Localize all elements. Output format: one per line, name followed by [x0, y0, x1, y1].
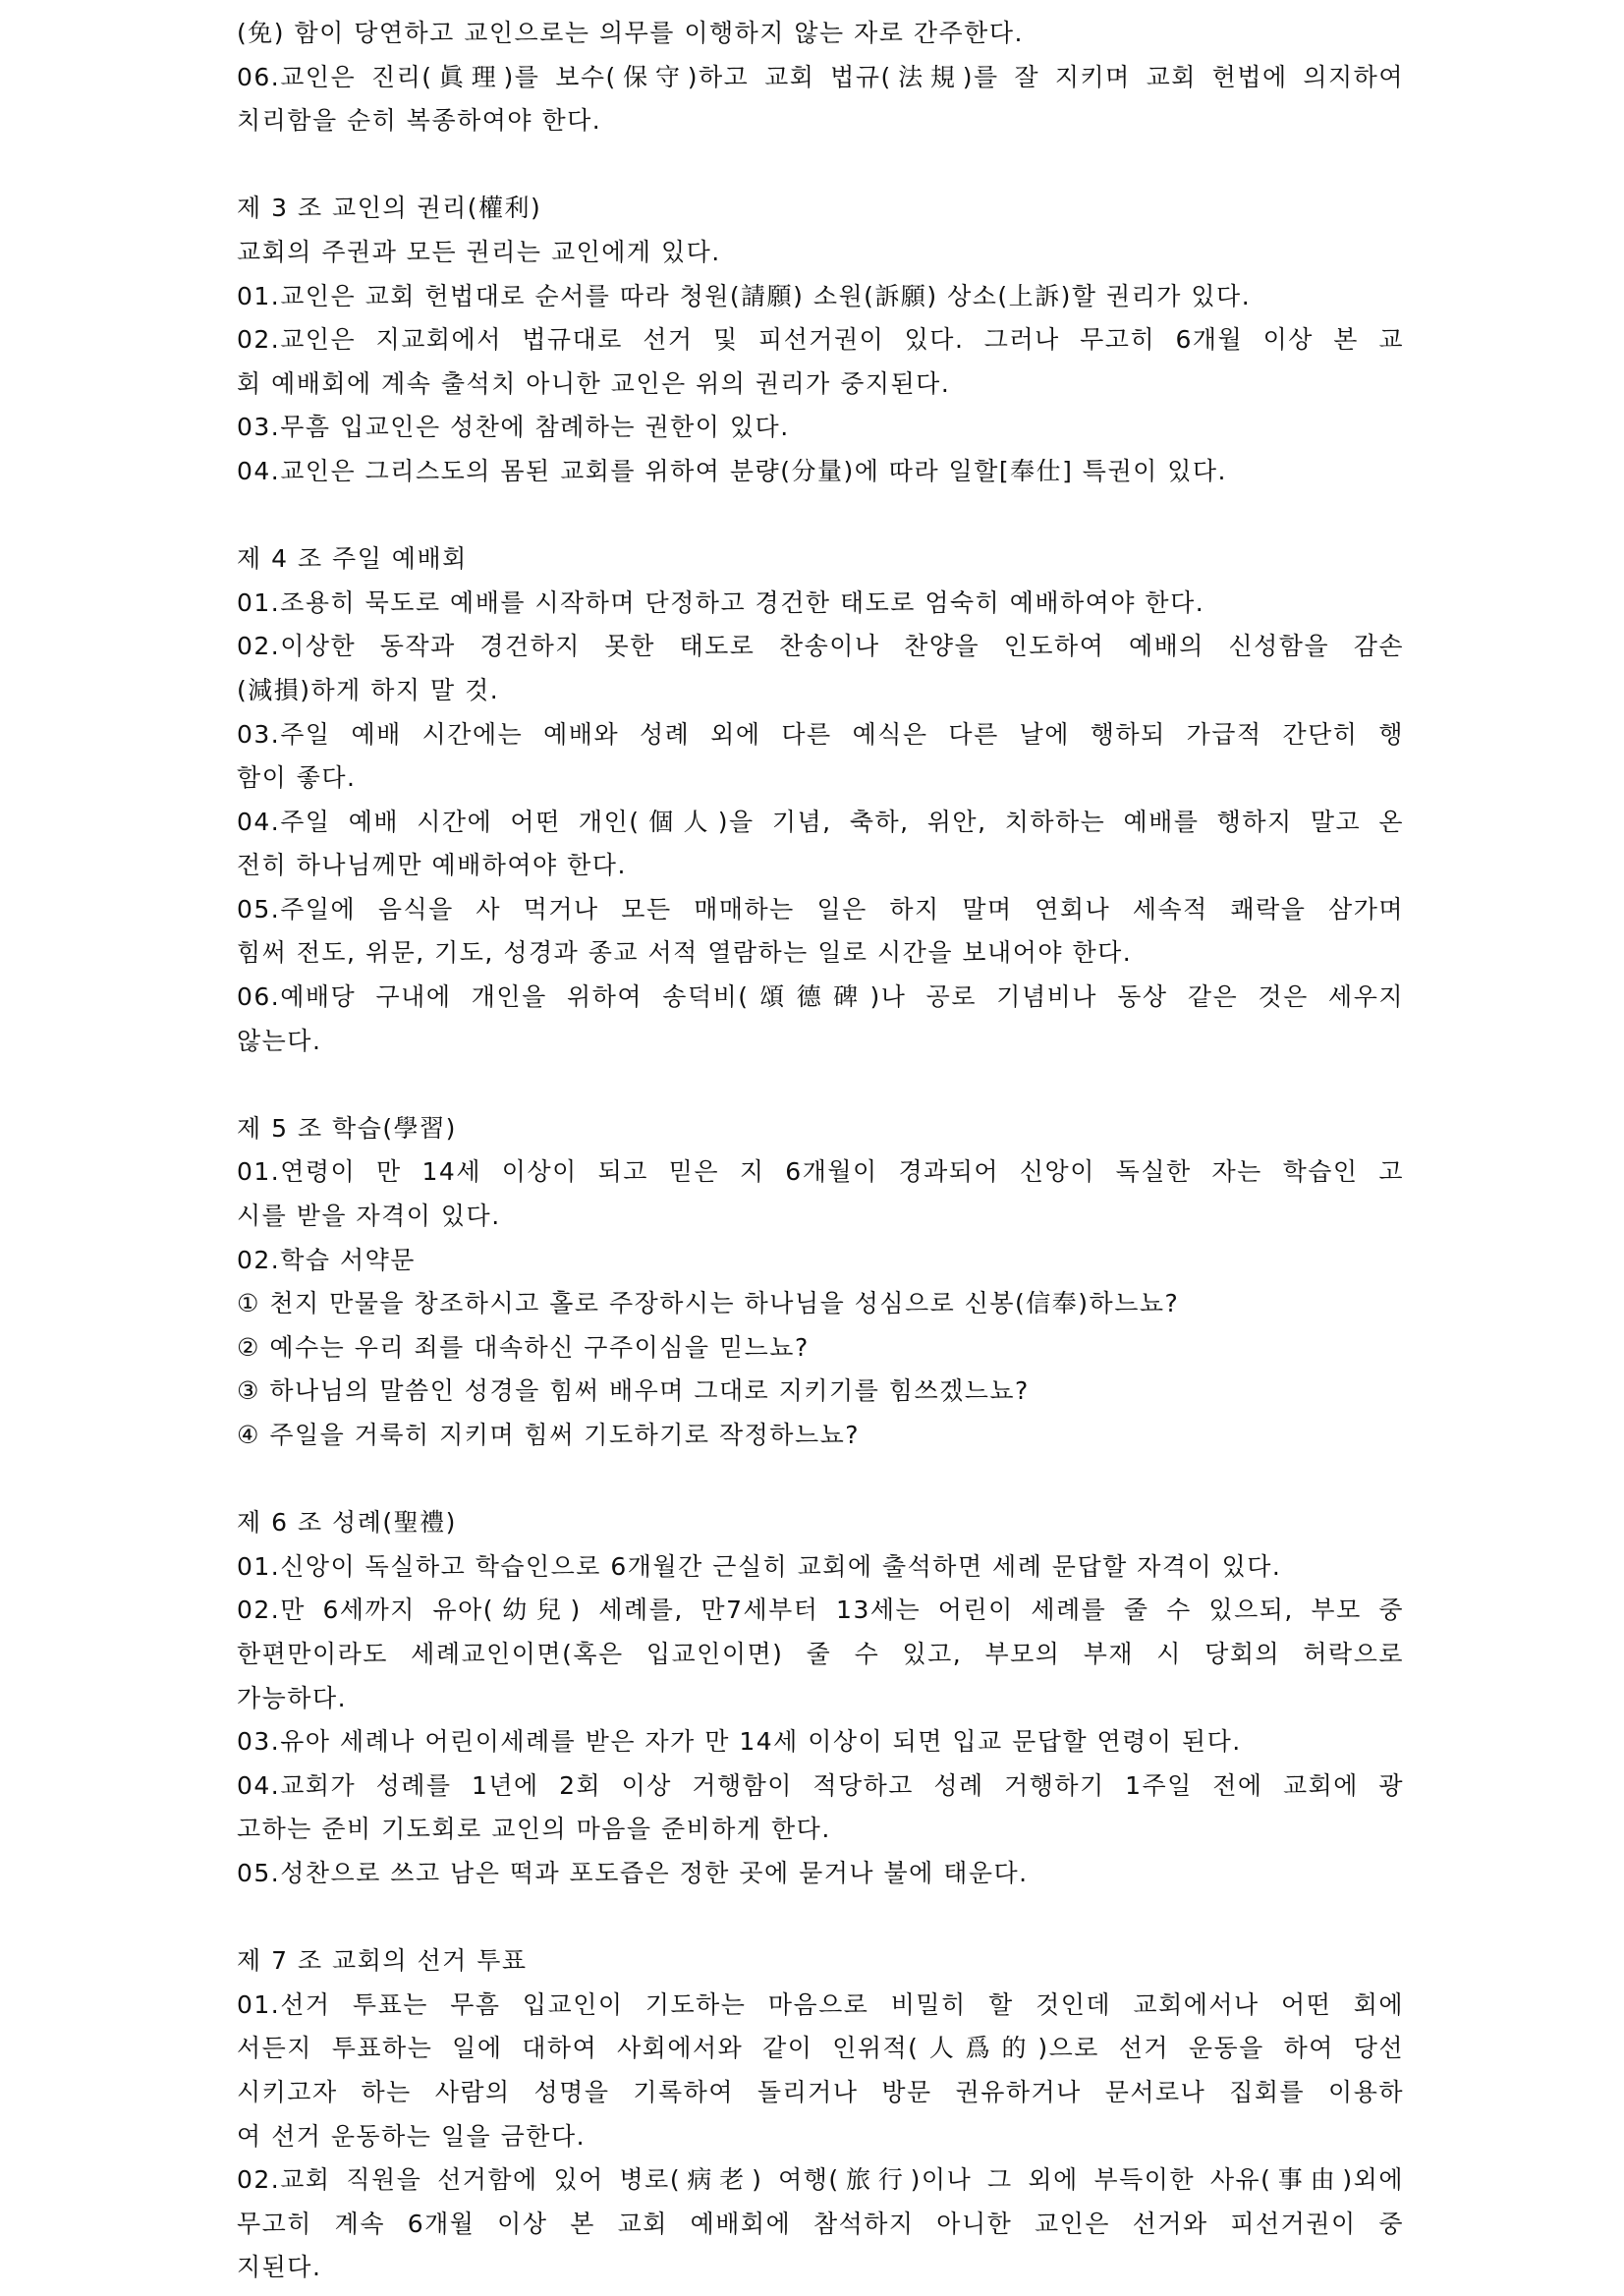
- body-text-line: 치리함을 순히 복종하여야 한다.: [237, 106, 602, 136]
- article-section: [237, 1939, 1404, 2290]
- article-heading: 제 7 조 교회의 선거 투표: [237, 1946, 528, 1976]
- intro-paragraph: [237, 12, 1404, 143]
- body-text-line: 04.교회가 성례를 1년에 2회 이상 거행함이 적당하고 성례 거행하기 1주일 전에 교회에 광: [237, 1770, 1404, 1800]
- body-text-line: ② 예수는 우리 죄를 대속하신 구주이심을 믿느뇨?: [237, 1332, 810, 1362]
- body-text-line: 회 예배회에 계속 출석치 아니한 교인은 위의 권리가 중지된다.: [237, 368, 951, 398]
- body-text-line: 힘써 전도, 위문, 기도, 성경과 종교 서적 열람하는 일로 시간을 보내어야 한다.: [237, 938, 1133, 968]
- body-text-line: 함이 좋다.: [237, 763, 357, 793]
- body-text-line: 03.유아 세례나 어린이세례를 받은 자가 만 14세 이상이 되면 입교 문답할 연령이 된다.: [237, 1727, 1242, 1757]
- body-text-line: 가능하다.: [237, 1683, 348, 1712]
- body-text-line: 한편만이라도 세례교인이면(혹은 입교인이면) 줄 수 있고, 부모의 부재 시 당회의 허락으로: [237, 1639, 1404, 1668]
- body-text-line: 시키고자 하는 사람의 성명을 기록하여 돌리거나 방문 권유하거나 문서로나 집회를 이용하: [237, 2077, 1404, 2106]
- body-text-line: 04.교인은 그리스도의 몸된 교회를 위하여 분량(分量)에 따라 일할[奉仕] 특권이 있다.: [237, 456, 1227, 485]
- body-text-line: 않는다.: [237, 1026, 322, 1055]
- body-text-line: (減損)하게 하지 말 것.: [237, 675, 500, 704]
- body-text-line: 전히 하나님께만 예배하여야 한다.: [237, 851, 627, 880]
- body-text-line: 05.성찬으로 쓰고 남은 떡과 포도즙은 정한 곳에 묻거나 불에 태운다.: [237, 1858, 1029, 1887]
- article-heading: 제 4 조 주일 예배회: [237, 544, 468, 574]
- body-text-line: ① 천지 만물을 창조하시고 홀로 주장하시는 하나님을 성심으로 신봉(信奉)하느뇨?: [237, 1289, 1180, 1318]
- article-heading: 제 3 조 교인의 권리(權利): [237, 194, 542, 223]
- body-text-line: 01.신앙이 독실하고 학습인으로 6개월간 근실히 교회에 출석하면 세례 문답할 자격이 있다.: [237, 1551, 1282, 1581]
- article-section: [237, 1501, 1404, 1895]
- body-text-line: 01.선거 투표는 무흠 입교인이 기도하는 마음으로 비밀히 할 것인데 교회에서나 어떤 회에: [237, 1989, 1404, 2019]
- body-text-line: 04.주일 예배 시간에 어떤 개인(個人)을 기념, 축하, 위안, 치하하는 예배를 행하지 말고 온: [237, 807, 1404, 836]
- body-text-line: ③ 하나님의 말씀인 성경을 힘써 배우며 그대로 지키기를 힘쓰겠느뇨?: [237, 1376, 1030, 1406]
- body-text-line: 03.무흠 입교인은 성찬에 참례하는 권한이 있다.: [237, 413, 790, 442]
- paragraph-gap: [237, 1458, 1404, 1502]
- body-text-line: 무고히 계속 6개월 이상 본 교회 예배회에 참석하지 아니한 교인은 선거와 피선거권이 중: [237, 2209, 1404, 2238]
- body-text-line: 01.교인은 교회 헌법대로 순서를 따라 청원(請願) 소원(訴願) 상소(上訴)할 권리가 있다.: [237, 281, 1252, 310]
- body-text-line: 02.만 6세까지 유아(幼兒) 세례를, 만7세부터 13세는 어린이 세례를 줄 수 있으되, 부모 중: [237, 1596, 1404, 1625]
- body-text-line: 지된다.: [237, 2253, 322, 2282]
- article-section: [237, 187, 1404, 493]
- body-text-line: 01.연령이 만 14세 이상이 되고 믿은 지 6개월이 경과되어 신앙이 독실한 자는 학습인 고: [237, 1157, 1404, 1187]
- paragraph-gap: [237, 1063, 1404, 1107]
- article-heading: 제 6 조 성례(聖禮): [237, 1508, 457, 1538]
- paragraph-gap: [237, 1896, 1404, 1940]
- body-text-line: 02.이상한 동작과 경건하지 못한 태도로 찬송이나 찬양을 인도하여 예배의 신성함을 감손: [237, 632, 1404, 661]
- body-text-line: 고하는 준비 기도회로 교인의 마음을 준비하게 한다.: [237, 1815, 831, 1844]
- body-text-line: 서든지 투표하는 일에 대하여 사회에서와 같이 인위적(人爲的)으로 선거 운동을 하여 당선: [237, 2034, 1404, 2063]
- article-section: [237, 537, 1404, 1063]
- article-heading: 제 5 조 학습(學習): [237, 1113, 457, 1143]
- body-text-line: 여 선거 운동하는 일을 금한다.: [237, 2121, 587, 2151]
- body-text-line: 02.교인은 지교회에서 법규대로 선거 및 피선거권이 있다. 그러나 무고히 6개월 이상 본 교: [237, 325, 1404, 355]
- body-text-line: 02.교회 직원을 선거함에 있어 병로(病老) 여행(旅行)이나 그 외에 부득이한 사유(事由)외에: [237, 2165, 1404, 2195]
- body-text-line: ④ 주일을 거룩히 지키며 힘써 기도하기로 작정하느뇨?: [237, 1421, 861, 1449]
- document-page: [237, 12, 1404, 2290]
- paragraph-gap: [237, 143, 1404, 188]
- body-text-line: 02.학습 서약문: [237, 1245, 416, 1274]
- article-section: [237, 1107, 1404, 1458]
- body-text-line: 교회의 주권과 모든 권리는 교인에게 있다.: [237, 237, 721, 266]
- body-text-line: 06.예배당 구내에 개인을 위하여 송덕비(頌德碑)나 공로 기념비나 동상 같은 것은 세우지: [237, 982, 1404, 1012]
- body-text-line: 06.교인은 진리(眞理)를 보수(保守)하고 교회 법규(法規)를 잘 지키며 교회 헌법에 의지하여: [237, 62, 1404, 91]
- body-text-line: 시를 받을 자격이 있다.: [237, 1202, 501, 1231]
- body-text-line: 01.조용히 묵도로 예배를 시작하며 단정하고 경건한 태도로 엄숙히 예배하여야 한다.: [237, 588, 1205, 617]
- body-text-line: (免) 함이 당연하고 교인으로는 의무를 이행하지 않는 자로 간주한다.: [237, 19, 1024, 47]
- body-text-line: 05.주일에 음식을 사 먹거나 모든 매매하는 일은 하지 말며 연회나 세속적 쾌락을 삼가며: [237, 894, 1404, 924]
- body-text-line: 03.주일 예배 시간에는 예배와 성례 외에 다른 예식은 다른 날에 행하되 가급적 간단히 행: [237, 719, 1404, 749]
- paragraph-gap: [237, 494, 1404, 538]
